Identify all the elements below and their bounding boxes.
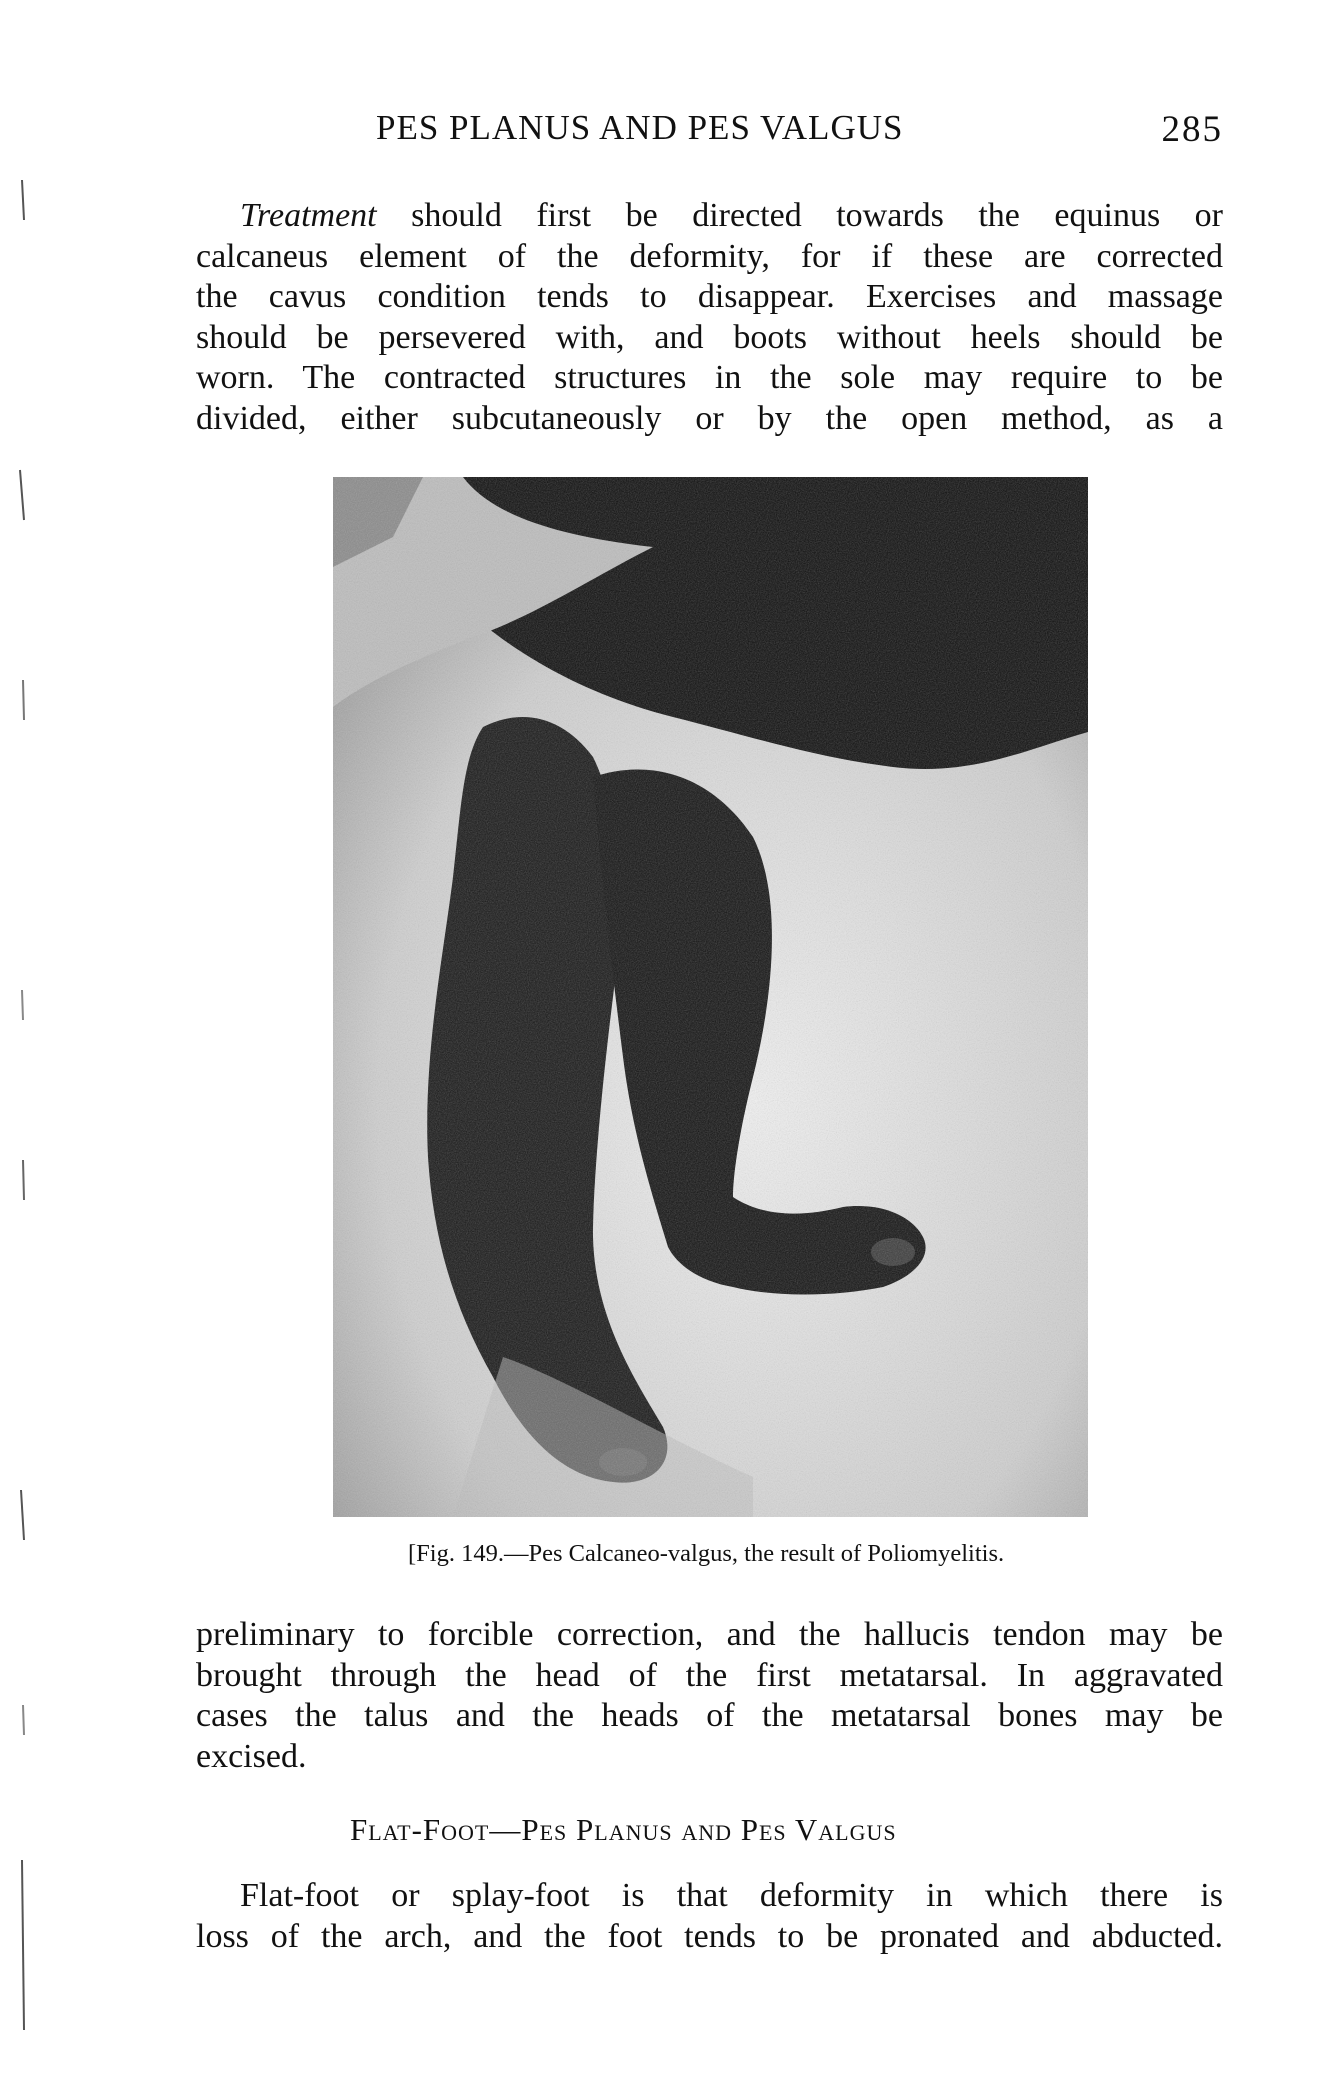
text-line: should be persevered with, and boots without heels should be [196, 318, 1223, 356]
text-line: divided, either subcutaneously or by the open method, as a [196, 399, 1223, 437]
treatment-lead: Treatment [240, 197, 377, 234]
text-line: the cavus condition tends to disappear. Exercises and massage [196, 278, 1223, 315]
text-line: preliminary to forcible correction, and the hallucis tendon may be [196, 1616, 1223, 1653]
text-line [196, 196, 1223, 237]
text-line: cases the talus and the heads of the metatarsal bones may be [196, 1697, 1223, 1734]
figure-caption: [Fig. 149.—Pes Calcaneo-valgus, the result of Poliomyelitis. [408, 1540, 1005, 1567]
text-line-rest: should first be directed towards the equinus or [376, 197, 1223, 234]
text-line: excised. [196, 1737, 307, 1775]
text-line: worn. The contracted structures in the sole may require to be [196, 359, 1223, 396]
scan-margin-marks [10, 160, 40, 2060]
page-number: 285 [1161, 109, 1223, 150]
text-line: calcaneus element of the deformity, for if these are corrected [196, 237, 1223, 275]
text-line: loss of the arch, and the foot tends to be pronated and abducted. [196, 1917, 1223, 1955]
figure-photograph [333, 477, 1088, 1517]
paragraph-flat-foot [196, 1876, 1223, 1957]
running-title: PES PLANUS AND PES VALGUS [376, 108, 904, 147]
foot-photograph-image [333, 477, 1088, 1517]
section-heading: Flat-Foot—Pes Planus and Pes Valgus [350, 1812, 897, 1847]
text-line: Flat-foot or splay-foot is that deformity in which there is [240, 1877, 1223, 1914]
running-head [196, 108, 1223, 156]
text-line: brought through the head of the first metatarsal. In aggravated [196, 1656, 1223, 1694]
paragraph-treatment [196, 196, 1223, 439]
paragraph-continuation [196, 1615, 1223, 1777]
